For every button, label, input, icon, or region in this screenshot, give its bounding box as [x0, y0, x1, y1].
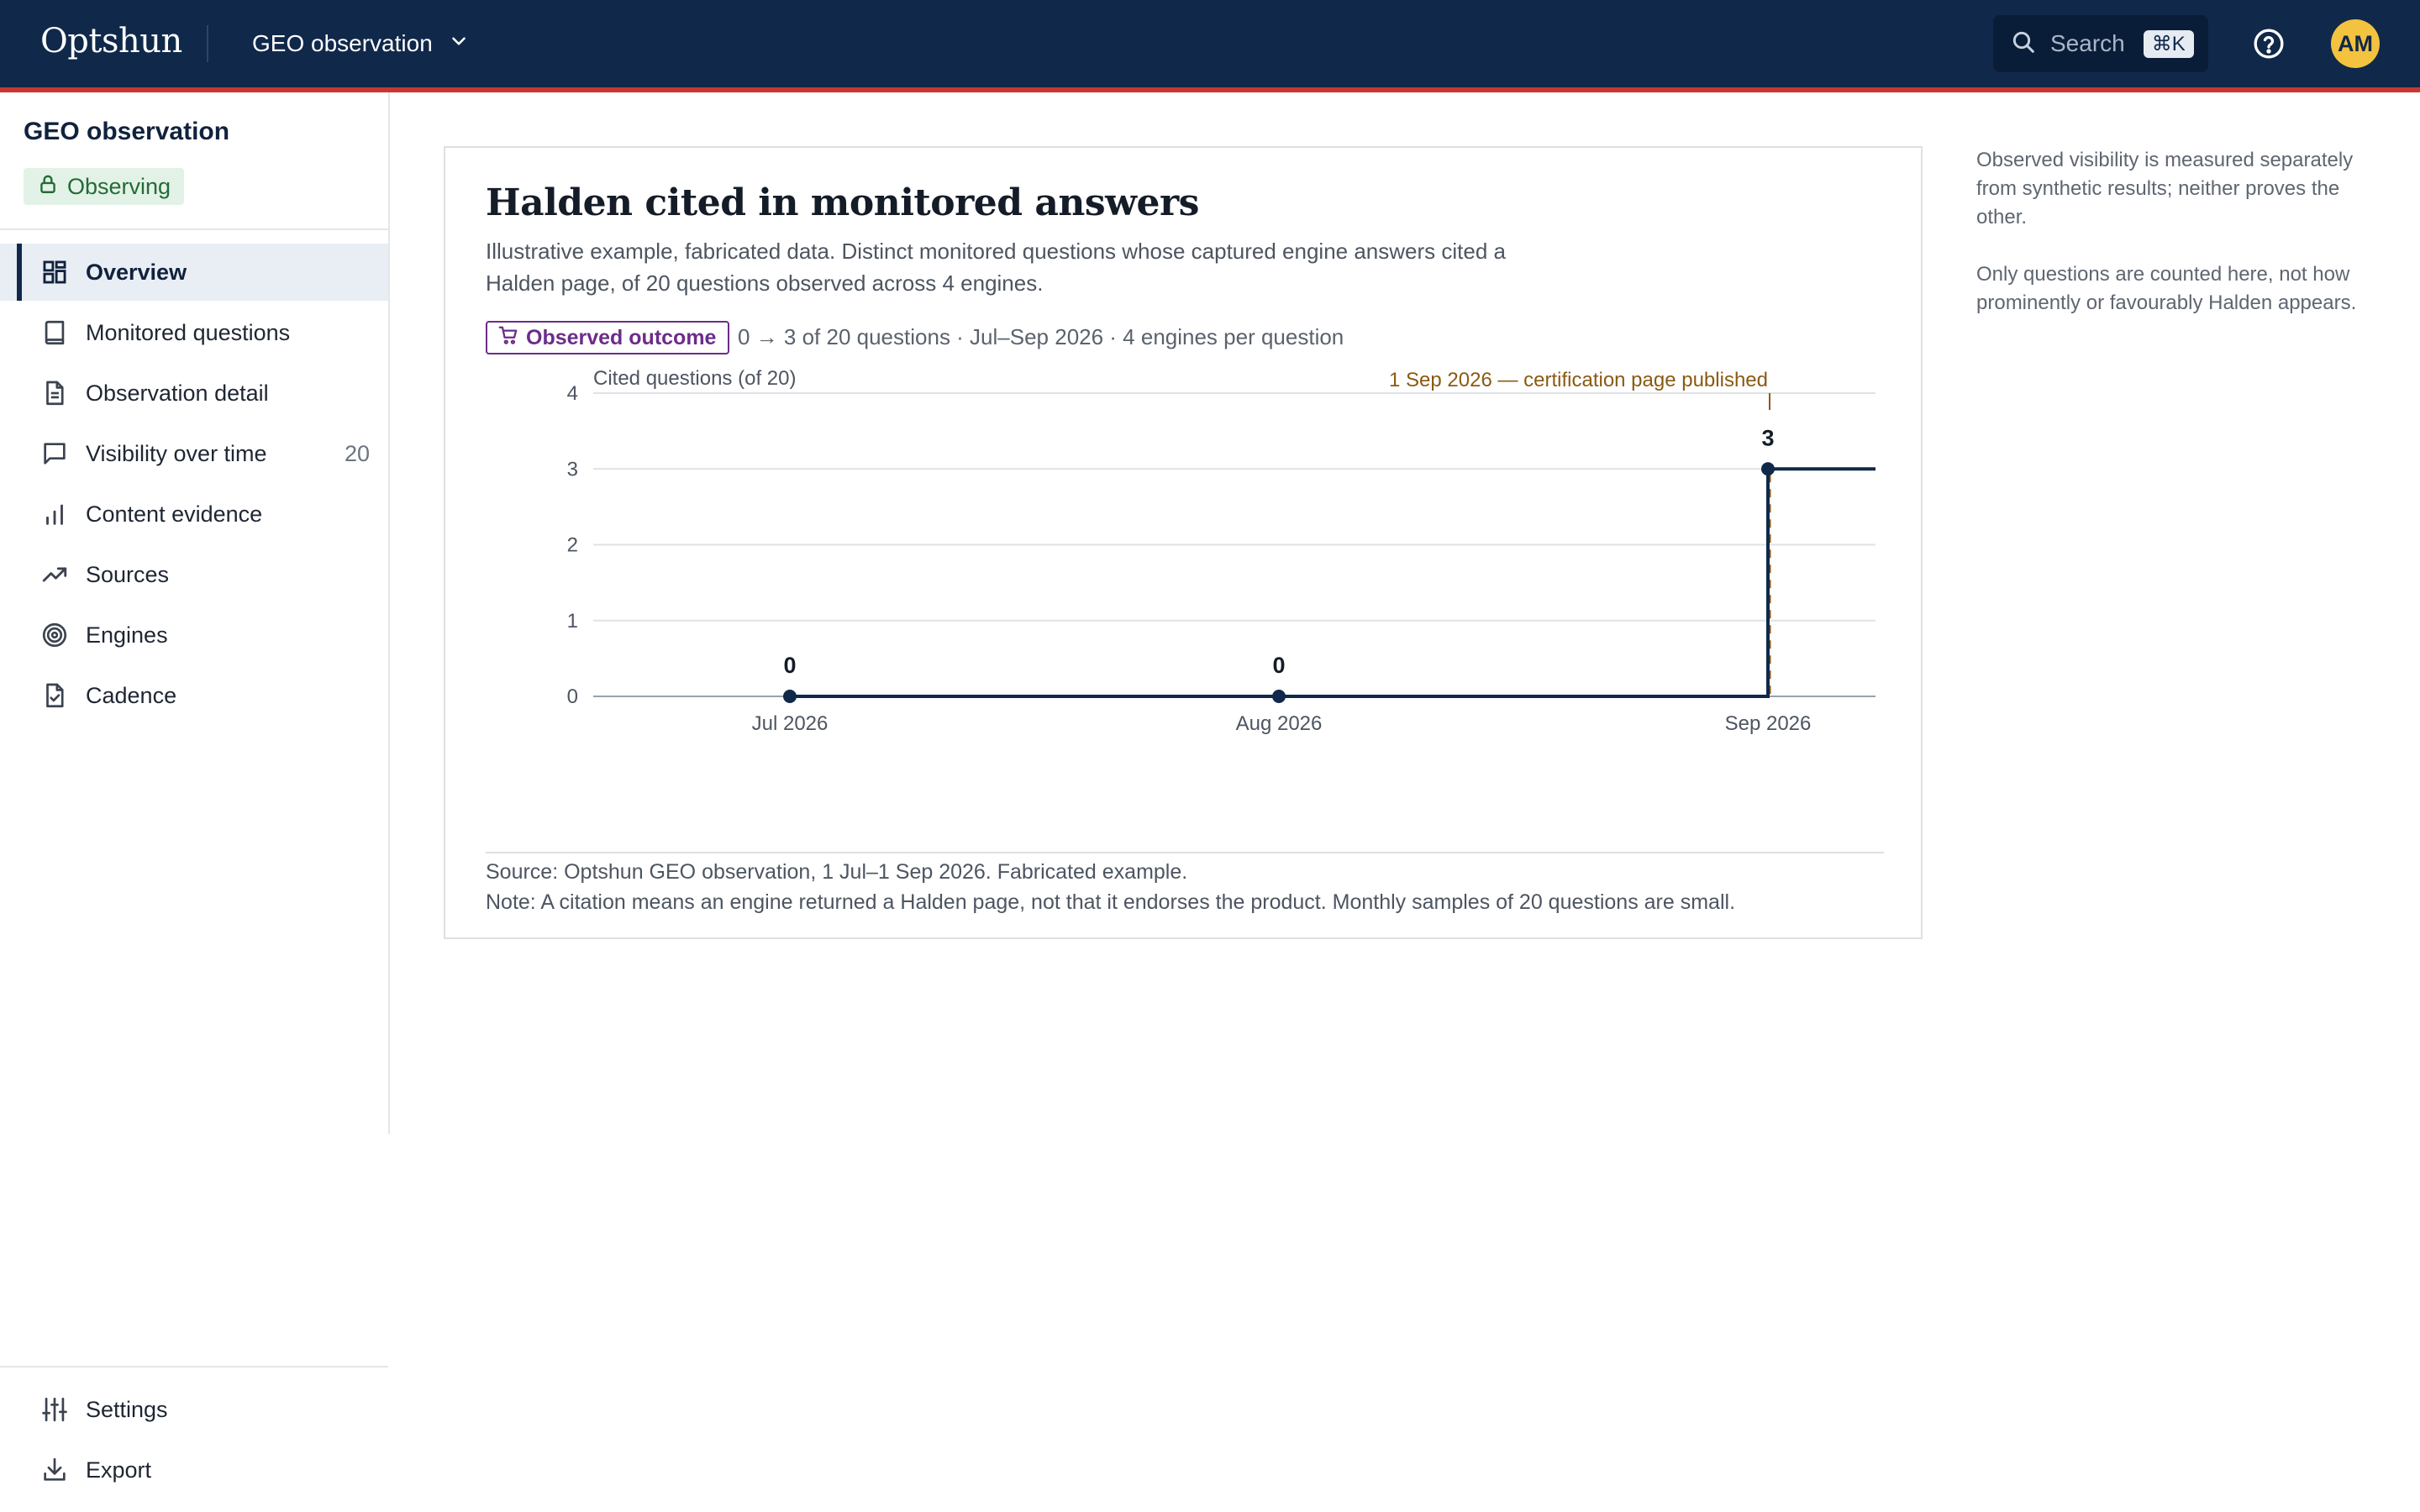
sidebar-title: GEO observation — [24, 118, 230, 145]
download-icon — [40, 1456, 69, 1484]
data-label: 0 — [783, 653, 797, 678]
sidebar-item-visibility-over-time[interactable] — [0, 425, 388, 482]
target-icon — [40, 621, 69, 649]
dashboard-grid-icon — [40, 258, 69, 286]
card-title: Halden cited in monitored answers — [486, 181, 1199, 224]
sidebar-item-label: Monitored questions — [86, 319, 291, 345]
search-button[interactable] — [1993, 15, 2208, 72]
sidebar-item-label: Overview — [86, 259, 187, 285]
user-avatar[interactable]: AM — [2331, 19, 2380, 68]
chart-source: Source: Optshun GEO observation, 1 Jul–1 Sep 2026. Fabricated example. — [486, 860, 1188, 884]
sidebar-item-cadence[interactable] — [0, 667, 388, 724]
lock-icon — [37, 173, 59, 201]
y-tick-label: 4 — [566, 382, 578, 405]
sidebar-item-sources[interactable] — [0, 546, 388, 603]
book-icon — [40, 318, 69, 347]
y-tick-label: 0 — [566, 685, 578, 708]
document-icon — [40, 379, 69, 407]
chat-bubble-icon — [40, 439, 69, 468]
question-circle-icon — [2252, 50, 2286, 64]
status-badge-label: Observing — [67, 173, 171, 199]
annotation-label: 1 Sep 2026 — certification page published — [1389, 369, 1768, 391]
chart-note: Note: A citation means an engine returned a Halden page, not that it endorses the product. Monthly samples of 20 questions are small. — [486, 890, 1736, 914]
sidebar-item-label: Visibility over time — [86, 440, 267, 466]
search-label: Search — [2050, 30, 2125, 56]
trend-up-icon — [40, 560, 69, 589]
sidebar-border — [388, 92, 390, 1134]
top-bar — [0, 0, 2420, 87]
sidebar-item-engines[interactable] — [0, 606, 388, 664]
y-tick-label: 3 — [566, 458, 578, 481]
sidebar-item-content-evidence[interactable] — [0, 486, 388, 543]
workspace-label: GEO observation — [252, 30, 433, 56]
y-tick-label: 1 — [566, 609, 578, 633]
chevron-down-icon — [448, 30, 470, 58]
sidebar-nav — [0, 244, 388, 727]
top-bar-divider — [207, 25, 208, 62]
sidebar-item-label: Content evidence — [86, 501, 263, 527]
data-point — [1272, 690, 1286, 703]
sidebar — [0, 92, 390, 1512]
x-tick-label: Sep 2026 — [1724, 712, 1812, 735]
sidebar-item-label: Engines — [86, 622, 168, 648]
cart-icon — [497, 324, 519, 352]
status-badge — [24, 168, 184, 205]
chart-card — [444, 146, 1923, 939]
sidebar-item-observation-detail[interactable] — [0, 365, 388, 422]
sidebar-item-settings[interactable] — [0, 1381, 388, 1438]
sidebar-item-overview[interactable] — [0, 244, 388, 301]
search-shortcut: ⌘K — [2144, 30, 2194, 58]
x-tick-label: Jul 2026 — [751, 712, 829, 735]
sliders-icon — [40, 1395, 69, 1424]
y-tick-label: 2 — [566, 533, 578, 557]
sidebar-item-count: 20 — [344, 440, 370, 466]
citations-line-chart — [486, 365, 1891, 801]
series-line — [790, 469, 1876, 696]
sidebar-item-label: Cadence — [86, 682, 177, 708]
sidebar-footer-divider — [0, 1366, 388, 1368]
aside-note-visibility: Observed visibility is measured separately from synthetic results; neither proves the other. — [1976, 149, 2354, 228]
sidebar-item-label: Export — [86, 1457, 152, 1483]
data-point — [1761, 462, 1775, 475]
outcome-summary: 0 → 3 of 20 questions · Jul–Sep 2026 · 4 engines per question — [738, 324, 1344, 349]
sidebar-item-label: Sources — [86, 561, 170, 587]
sidebar-item-monitored-questions[interactable] — [0, 304, 388, 361]
data-label: 3 — [1761, 425, 1775, 451]
sidebar-divider — [0, 228, 388, 230]
search-icon — [2010, 29, 2037, 60]
observed-outcome-label: Observed outcome — [526, 325, 717, 349]
data-label: 0 — [1272, 653, 1286, 678]
aside-notes — [1976, 146, 2380, 346]
card-description: Illustrative example, fabricated data. Distinct monitored questions whose captured engine answers cited a Halden page, of 20 questions observed across 4 engines. — [486, 239, 1506, 296]
file-check-icon — [40, 681, 69, 710]
card-footer-divider — [486, 852, 1884, 853]
observed-outcome-badge — [486, 321, 729, 354]
x-tick-label: Aug 2026 — [1235, 712, 1323, 735]
sidebar-item-label: Observation detail — [86, 380, 269, 406]
aside-note-counting: Only questions are counted here, not how prominently or favourably Halden appears. — [1976, 263, 2357, 314]
help-button[interactable] — [2252, 27, 2286, 60]
bar-chart-icon — [40, 500, 69, 528]
workspace-switcher[interactable] — [252, 25, 470, 62]
sidebar-footer-nav — [0, 1381, 388, 1502]
sidebar-item-label: Settings — [86, 1396, 168, 1422]
sidebar-item-export[interactable] — [0, 1441, 388, 1499]
data-point — [783, 690, 797, 703]
app-logo[interactable]: Optshun — [40, 22, 182, 60]
y-axis-title: Cited questions (of 20) — [593, 367, 797, 390]
